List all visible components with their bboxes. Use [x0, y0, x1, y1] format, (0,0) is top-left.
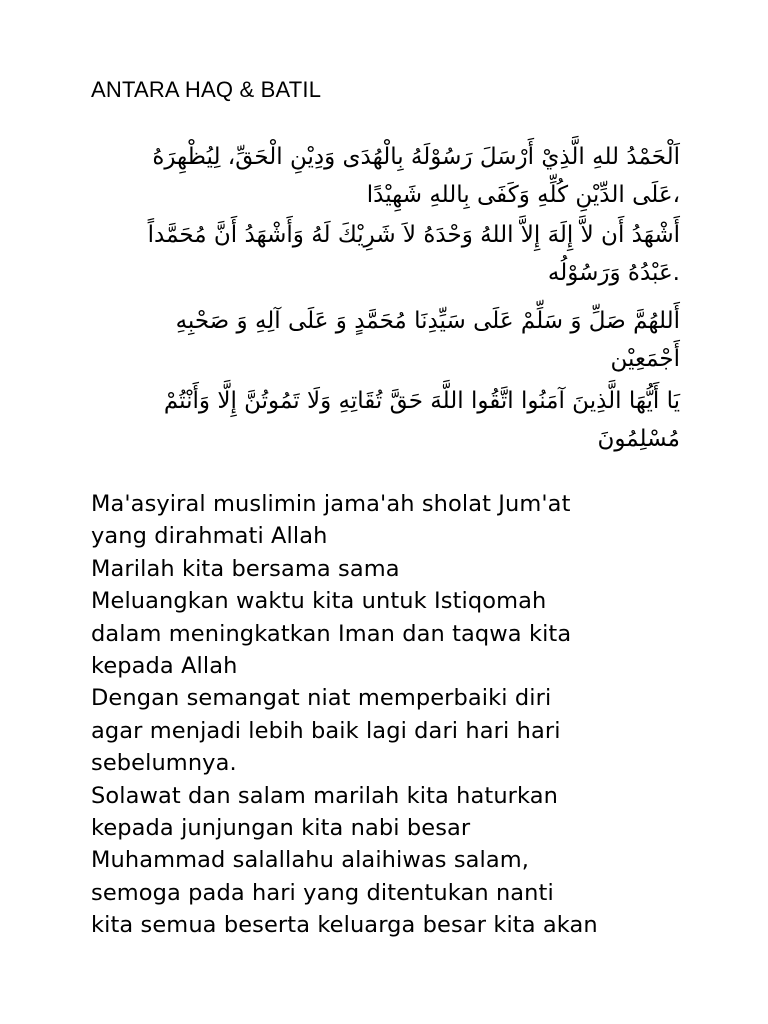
arabic-line: أَشْهَدُ أَن لاَّ إِلَهَ إِلاَّ اللهُ وَحْدَهُ لاَ شَرِيْكَ لَهُ وَأَشْهَدُ أَنَّ مُحَمَّداً	[147, 222, 680, 248]
arabic-paragraph-shalawat	[92, 302, 680, 378]
body-line: Solawat dan salam marilah kita haturkan	[91, 782, 559, 809]
body-line: yang dirahmati Allah	[91, 523, 328, 550]
body-line: kepada Allah	[91, 653, 238, 680]
body-line: kepada junjungan kita nabi besar	[91, 815, 471, 842]
document-title: ANTARA HAQ & BATIL	[91, 77, 322, 102]
arabic-line: مُسْلِمُونَ	[597, 426, 680, 452]
arabic-line: .عَبْدُهُ وَرَسُوْلُه	[547, 260, 680, 286]
body-line: Ma'asyiral muslimin jama'ah sholat Jum'at	[91, 491, 571, 517]
body-line: kita semua beserta keluarga besar kita akan	[91, 912, 598, 939]
sermon-body	[91, 488, 691, 942]
arabic-paragraph-hamdalah	[92, 138, 680, 214]
body-line: semoga pada hari yang ditentukan nanti	[91, 879, 554, 906]
body-line: Meluangkan waktu kita untuk Istiqomah	[91, 588, 547, 615]
body-line: Dengan semangat niat memperbaiki diri	[91, 685, 552, 712]
body-line: Marilah kita bersama sama	[91, 555, 400, 582]
body-line: Muhammad salallahu alaihiwas salam,	[91, 847, 530, 874]
arabic-paragraph-syahadat	[92, 216, 680, 292]
arabic-line: اَلْحَمْدُ للهِ الَّذِيْ أَرْسَلَ رَسُوْلَهُ بِالْهُدَى وَدِيْنِ الْحَقِّ، لِيُظْهِرَهُ	[152, 144, 680, 170]
arabic-line: أَجْمَعِيْن	[610, 346, 680, 372]
body-line: dalam meningkatkan Iman dan taqwa kita	[91, 620, 572, 647]
body-line: agar menjadi lebih baik lagi dari hari hari	[91, 717, 561, 744]
arabic-line: يَا أَيُّهَا الَّذِينَ آمَنُوا اتَّقُوا اللَّهَ حَقَّ تُقَاتِهِ وَلَا تَمُوتُنَّ إِلَّا وَأَنْتُمْ	[163, 388, 680, 414]
body-line: sebelumnya.	[91, 750, 237, 777]
arabic-paragraph-taqwa-verse	[92, 382, 680, 458]
arabic-line: ،عَلَى الدِّيْنِ كُلِّهِ وَكَفَى بِاللهِ شَهِيْدًا	[366, 182, 680, 208]
arabic-line: أَللهُمَّ صَلِّ وَ سَلِّمْ عَلَى سَيِّدِنَا مُحَمَّدٍ وَ عَلَى آلِهِ وَ صَحْبِهِ	[175, 308, 680, 334]
